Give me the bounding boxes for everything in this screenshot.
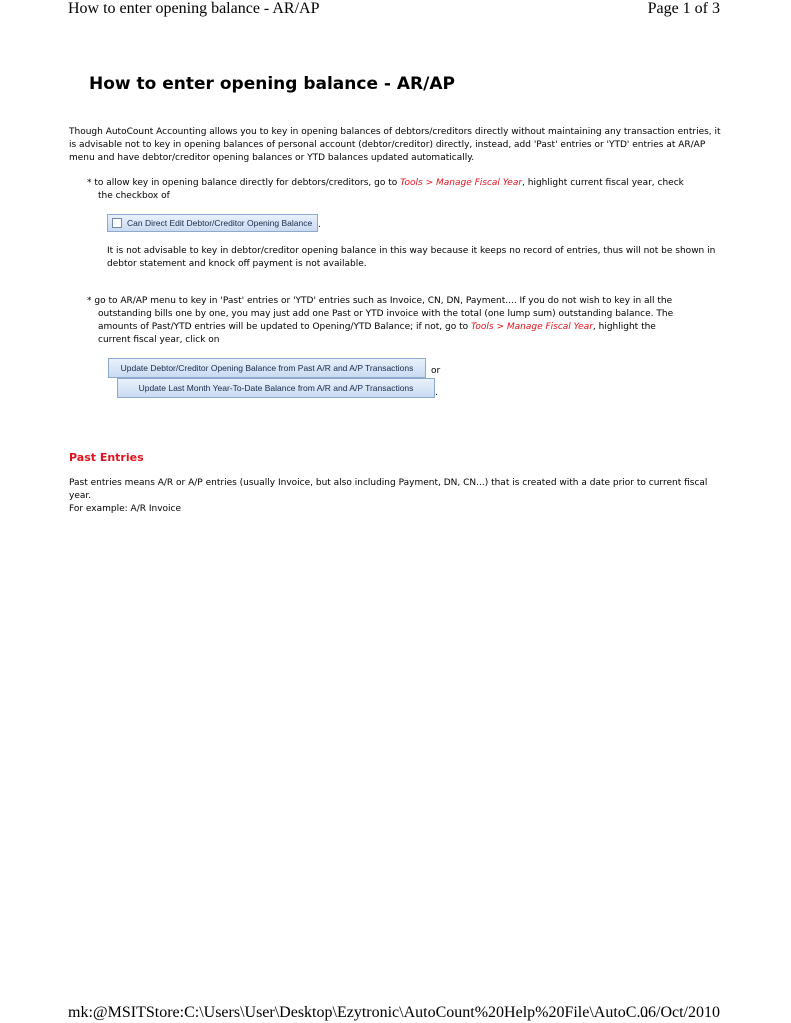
section-heading-past-entries: Past Entries	[69, 451, 144, 464]
past-entries-text: Past entries means A/R or A/P entries (usually Invoice, but also including Payment, DN, CN...) that is created with a date prior to current fiscal year.	[69, 478, 708, 501]
print-header-title: How to enter opening balance - AR/AP	[68, 0, 320, 17]
bullet2-line2: outstanding bills one by one, you may just add one Past or YTD invoice with the total (one lump sum) outstanding balance. The	[98, 309, 674, 319]
example-text: For example: A/R Invoice	[69, 504, 182, 514]
print-header-page: Page 1 of 3	[647, 0, 720, 17]
bullet1-after: , highlight current fiscal year, check	[522, 178, 684, 188]
checkbox-label: Can Direct Edit Debtor/Creditor Opening Balance	[127, 218, 313, 228]
manage-fiscal-year-link-2[interactable]: Tools > Manage Fiscal Year	[471, 322, 593, 332]
update-opening-balance-button[interactable]: Update Debtor/Creditor Opening Balance from Past A/R and A/P Transactions	[108, 358, 426, 378]
bullet1-line2: the checkbox of	[98, 191, 170, 201]
bullet2-line3-after: , highlight the	[592, 322, 656, 332]
bullet1-text: * to allow key in opening balance directly for debtors/creditors, go to	[87, 178, 401, 188]
manage-fiscal-year-link[interactable]: Tools > Manage Fiscal Year	[400, 178, 523, 188]
bullet2-line3: amounts of Past/YTD entries will be updated to Opening/YTD Balance; if not, go to	[98, 322, 471, 332]
checkbox-icon[interactable]	[112, 218, 122, 228]
period: .	[318, 220, 321, 230]
bullet-past-ytd	[87, 295, 727, 347]
period-2: .	[435, 388, 438, 398]
past-entries-paragraph	[69, 477, 729, 516]
or-text: or	[431, 366, 441, 376]
page-title: How to enter opening balance - AR/AP	[89, 74, 455, 94]
warning-note: It is not advisable to key in debtor/creditor opening balance in this way because it keeps no record of entries, thus will not be shown in debtor statement and knock off payment is not available.	[107, 246, 716, 269]
bullet2-line1: * go to AR/AP menu to key in 'Past' entries or 'YTD' entries such as Invoice, CN, DN, Payment.... If you do not wish to key in all the	[87, 296, 673, 306]
print-footer-path: mk:@MSITStore:C:\Users\User\Desktop\Ezytronic\AutoCount%20Help%20File\AutoC...	[68, 1004, 649, 1021]
intro-paragraph: Though AutoCount Accounting allows you to key in opening balances of debtors/creditors directly without maintaining any transaction entries, it is advisable not to key in opening balances of personal account (debtor/creditor) directly, instead, add 'Past' entries or 'YTD' entries at AR/AP menu and have debtor/creditor opening balances or YTD balances updated automatically.	[69, 127, 721, 163]
update-ytd-balance-button[interactable]: Update Last Month Year-To-Date Balance from A/R and A/P Transactions	[117, 378, 435, 398]
bullet-direct-edit	[87, 177, 727, 203]
direct-edit-checkbox[interactable]	[107, 214, 318, 232]
print-footer-date: 06/Oct/2010	[640, 1004, 720, 1021]
bullet2-line4: current fiscal year, click on	[98, 335, 220, 345]
